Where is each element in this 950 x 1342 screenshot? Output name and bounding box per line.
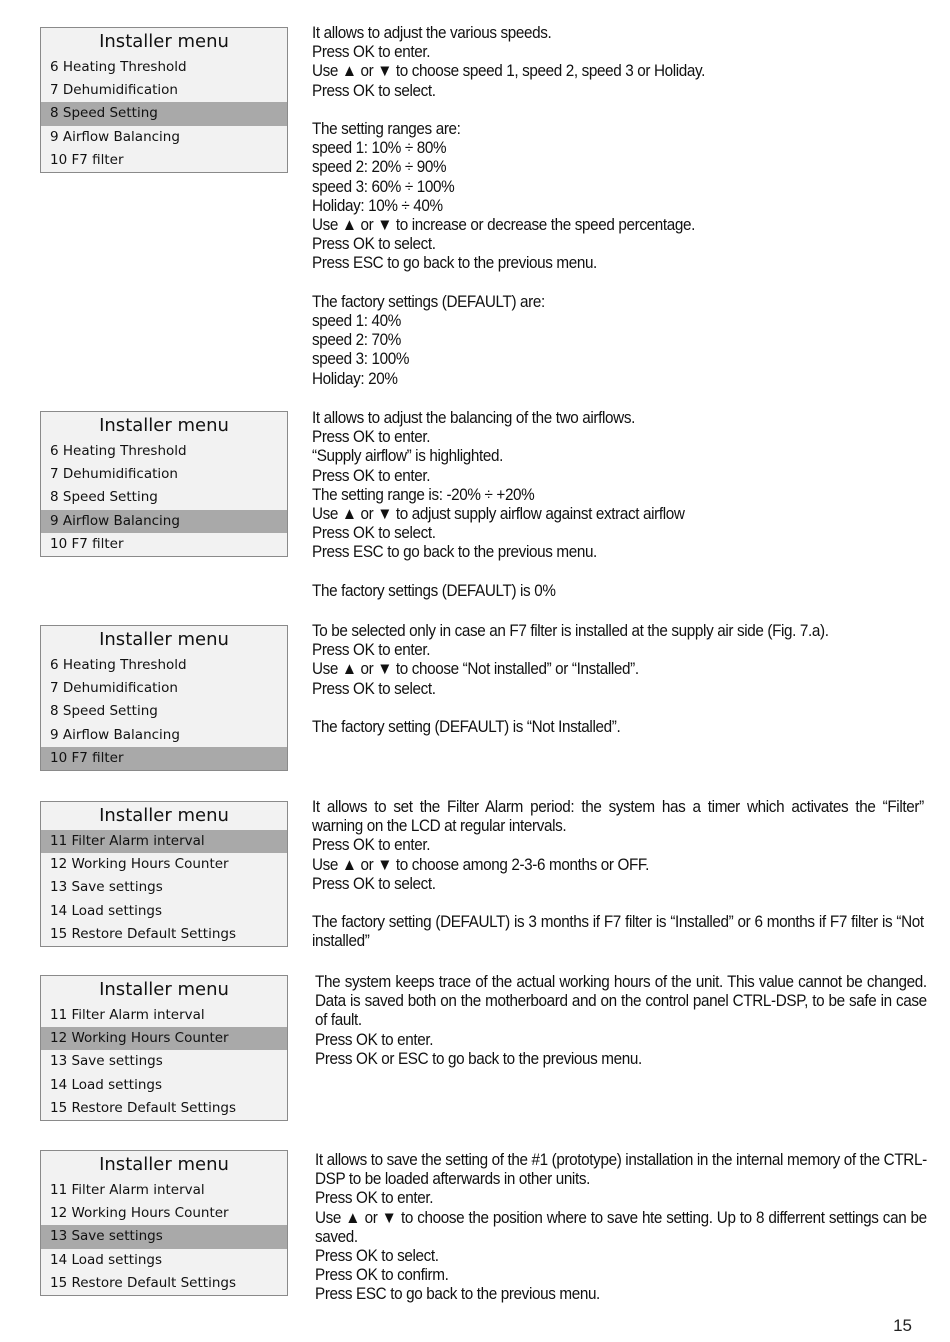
menu-item: 11 Filter Alarm interval [50, 1182, 205, 1198]
description-line: speed 3: 100% [312, 349, 410, 369]
menu-item-selected: 10 F7 filter [41, 747, 287, 770]
description-line: Holiday: 20% [312, 368, 398, 388]
menu-item: 10 F7 filter [50, 151, 124, 168]
description-line: It allows to adjust the balancing of the two airflows. [312, 408, 635, 427]
description-line: Press OK to enter. [312, 42, 431, 62]
description-line: Press ESC to go back to the previous menu. [312, 542, 597, 562]
menu-item: 15 Restore Default Settings [50, 925, 236, 942]
menu-item-selected: 12 Working Hours Counter [41, 1027, 287, 1050]
installer-menu-save-settings [40, 1150, 288, 1296]
paragraph-gap [312, 698, 875, 717]
menu-item: 7 Dehumidification [50, 680, 178, 697]
description-line: Press OK to enter. [312, 465, 431, 485]
paragraph-gap [312, 100, 875, 119]
description-line: Press ESC to go back to the previous menu. [315, 1284, 600, 1304]
paragraph-gap [312, 273, 875, 292]
description-line: Holiday: 10% ÷ 40% [312, 195, 443, 215]
menu-item: 14 Load settings [50, 902, 162, 919]
description-line: It allows to adjust the various speeds. [312, 23, 552, 42]
menu-item: 8 Speed Setting [50, 489, 158, 506]
description-line: Press OK to enter. [312, 640, 431, 660]
description-line: The factory setting (DEFAULT) is 3 months if F7 filter is “Installed” or 6 months if F7 filter is “Not installed” [312, 912, 924, 951]
menu-item: 13 Save settings [50, 1053, 163, 1070]
description-line: The factory settings (DEFAULT) is 0% [312, 580, 556, 600]
description-line: Press OK to select. [312, 678, 436, 698]
description-line: Press OK to select. [312, 873, 436, 893]
menu-item: 8 Speed Setting [50, 703, 158, 720]
description-line: speed 3: 60% ÷ 100% [312, 176, 455, 196]
menu-title: Installer menu [99, 31, 229, 52]
description-line: Press OK to select. [315, 1246, 439, 1266]
menu-title: Installer menu [99, 979, 229, 1000]
description-line: Press OK to confirm. [315, 1265, 449, 1285]
description-line: The setting range is: -20% ÷ +20% [312, 484, 535, 504]
description-line: The factory setting (DEFAULT) is “Not Installed”. [312, 717, 621, 736]
description-speed-setting [312, 23, 875, 388]
description-f7-filter [312, 621, 875, 736]
menu-item: 15 Restore Default Settings [50, 1274, 236, 1291]
description-line: The setting ranges are: [312, 119, 461, 138]
menu-title: Installer menu [99, 415, 229, 436]
menu-item-selected: 9 Airflow Balancing [41, 510, 287, 533]
installer-menu-speed-setting [40, 27, 288, 173]
menu-title: Installer menu [99, 805, 229, 826]
description-line: Press OK to enter. [312, 835, 431, 855]
menu-item: 6 Heating Threshold [50, 657, 187, 673]
installer-menu-filter-alarm-interval [40, 801, 288, 947]
menu-item: 14 Load settings [50, 1251, 162, 1268]
description-line: Press OK to select. [312, 80, 436, 100]
menu-item: 6 Heating Threshold [50, 443, 187, 459]
menu-item: 12 Working Hours Counter [50, 1205, 229, 1222]
description-line: speed 2: 20% ÷ 90% [312, 157, 447, 177]
description-line: Use ▲ or ▼ to increase or decrease the speed percentage. [312, 215, 696, 235]
menu-item: 15 Restore Default Settings [50, 1099, 236, 1116]
description-line: speed 2: 70% [312, 330, 401, 350]
description-filter-alarm-interval [312, 797, 924, 951]
description-line: “Supply airflow” is highlighted. [312, 446, 504, 466]
menu-item-selected: 8 Speed Setting [41, 102, 287, 125]
description-line: Press OK to enter. [315, 1188, 434, 1208]
menu-item: 13 Save settings [50, 879, 163, 896]
description-line: To be selected only in case an F7 filter is installed at the supply air side (Fig. 7.a). [312, 621, 829, 640]
paragraph-gap [312, 562, 875, 581]
description-line: It allows to set the Filter Alarm period: the system has a timer which activates the “Filter” warning on the LCD at regular intervals. [312, 797, 924, 836]
description-line: It allows to save the setting of the #1 (prototype) installation in the internal memory of the CTRL-DSP to be loaded afterwards in other units. [315, 1150, 927, 1189]
description-line: Use ▲ or ▼ to choose the position where to save hte setting. Up to 8 differrent settings can be saved. [315, 1207, 927, 1246]
menu-item-selected: 13 Save settings [41, 1225, 287, 1248]
description-line: Press OK to select. [312, 234, 436, 254]
paragraph-gap [312, 893, 924, 912]
menu-item: 12 Working Hours Counter [50, 856, 229, 873]
menu-item: 10 F7 filter [50, 535, 124, 552]
description-line: speed 1: 10% ÷ 80% [312, 138, 447, 158]
installer-menu-f7-filter [40, 625, 288, 771]
menu-item-selected: 11 Filter Alarm interval [41, 830, 287, 853]
description-airflow-balancing [312, 408, 875, 600]
description-line: Use ▲ or ▼ to choose “Not installed” or “Installed”. [312, 659, 639, 679]
description-line: Use ▲ or ▼ to choose speed 1, speed 2, speed 3 or Holiday. [312, 61, 706, 81]
menu-item: 7 Dehumidification [50, 82, 178, 99]
menu-item: 6 Heating Threshold [50, 59, 187, 75]
description-line: The factory settings (DEFAULT) are: [312, 291, 545, 311]
menu-title: Installer menu [99, 1154, 229, 1175]
menu-item: 9 Airflow Balancing [50, 726, 180, 743]
menu-title: Installer menu [99, 629, 229, 650]
installer-menu-working-hours-counter [40, 975, 288, 1121]
installer-menu-airflow-balancing [40, 411, 288, 557]
description-working-hours-counter [315, 972, 927, 1068]
menu-item: 14 Load settings [50, 1076, 162, 1093]
menu-item: 7 Dehumidification [50, 466, 178, 483]
description-line: Press OK to enter. [312, 427, 431, 447]
menu-item: 11 Filter Alarm interval [50, 1007, 205, 1023]
description-line: Press OK to select. [312, 523, 436, 543]
menu-item: 9 Airflow Balancing [50, 128, 180, 145]
description-line: Press OK to enter. [315, 1029, 434, 1049]
description-line: speed 1: 40% [312, 311, 401, 331]
description-line: Use ▲ or ▼ to choose among 2-3-6 months or OFF. [312, 854, 650, 874]
description-line: Press ESC to go back to the previous menu. [312, 253, 597, 273]
description-line: Press OK or ESC to go back to the previous menu. [315, 1048, 642, 1068]
description-line: The system keeps trace of the actual working hours of the unit. This value cannot be changed. Data is saved both on the motherboard and on the control panel CTRL-DSP, to be safe in case of fault. [315, 972, 927, 1030]
description-save-settings [315, 1150, 927, 1304]
page-number: 15 [893, 1316, 912, 1335]
description-line: Use ▲ or ▼ to adjust supply airflow against extract airflow [312, 504, 685, 524]
